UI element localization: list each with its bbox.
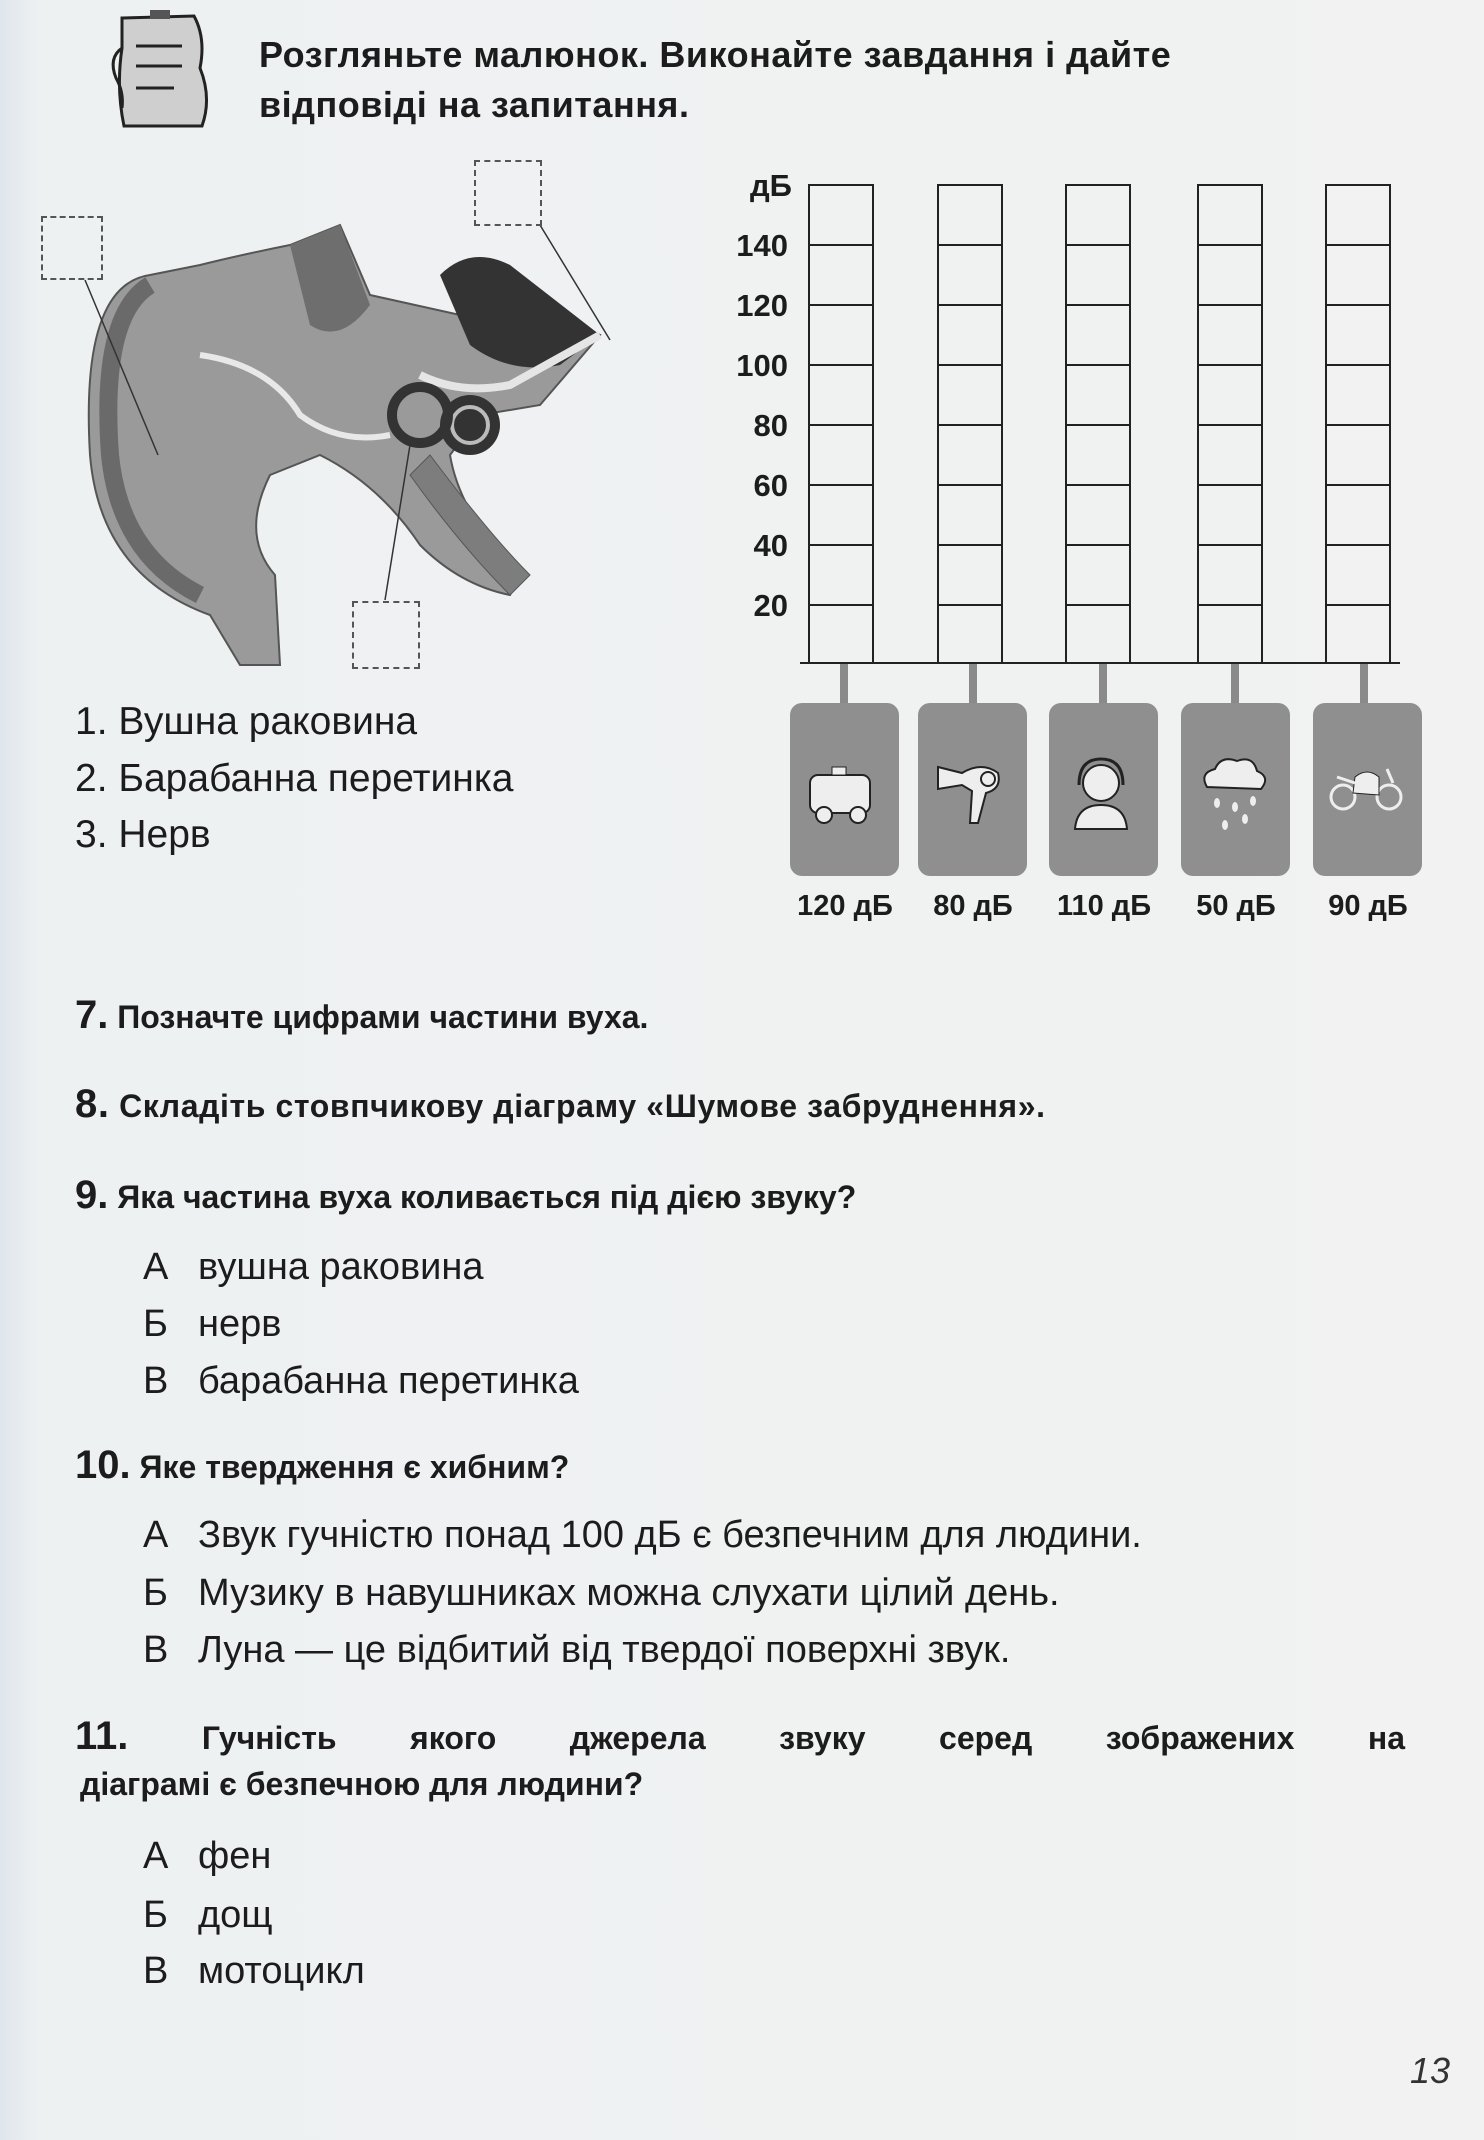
question-11-continued: діаграмі є безпечною для людини?: [80, 1766, 644, 1802]
question-10: [75, 1443, 569, 1488]
rain-cloud-icon: [1195, 753, 1275, 843]
question-9: [75, 1173, 856, 1218]
part-item-1: 1. Вушна раковина: [75, 700, 418, 743]
ear-label-box-3[interactable]: [352, 601, 420, 669]
source-value-label: 50 дБ: [1196, 890, 1276, 922]
option-letter: Б: [143, 1894, 168, 1936]
question-number: 9.: [75, 1173, 109, 1217]
hair-dryer-icon: [932, 753, 1012, 833]
source-value-label: 80 дБ: [933, 890, 1013, 922]
chart-column-motorcycle[interactable]: [1325, 184, 1391, 664]
connector-line: [1231, 664, 1239, 706]
option-letter: А: [143, 1835, 169, 1877]
source-card-ambulance: [790, 703, 899, 876]
source-card-motorcycle: [1313, 703, 1422, 876]
ear-anatomy-illustration: [40, 155, 640, 675]
chart-column-hair-dryer[interactable]: [937, 184, 1003, 664]
instruction-text: [259, 30, 1171, 130]
question-text: Складіть стовпчикову діаграму «Шумове забруднення».: [119, 1088, 1046, 1124]
option-text: Музику в навушниках можна слухати цілий день.: [198, 1572, 1060, 1614]
y-tick: 100: [736, 348, 788, 383]
question-number: 7.: [75, 993, 109, 1037]
answer-option[interactable]: [143, 1360, 579, 1403]
source-value-label: 120 дБ: [797, 890, 893, 922]
y-tick: 60: [753, 468, 788, 503]
connector-line: [1360, 664, 1368, 706]
answer-option[interactable]: [143, 1303, 281, 1346]
question-11: [75, 1714, 1405, 1759]
page-number: 13: [1410, 2050, 1451, 2091]
y-tick: 80: [753, 408, 788, 443]
option-letter: Б: [143, 1303, 168, 1345]
instruction-line-1: Розгляньте малюнок. Виконайте завдання і дайте: [259, 34, 1172, 75]
part-item-2: 2. Барабанна перетинка: [75, 757, 514, 800]
option-text: дощ: [198, 1894, 273, 1936]
answer-option[interactable]: [143, 1246, 484, 1289]
source-value-label: 110 дБ: [1056, 890, 1152, 922]
connector-line: [969, 664, 977, 706]
answer-option[interactable]: [143, 1514, 1142, 1557]
y-tick: 40: [753, 528, 788, 563]
answer-option[interactable]: [143, 1835, 271, 1878]
option-letter: А: [143, 1246, 169, 1288]
headphones-person-icon: [1063, 753, 1143, 833]
notepad-character-icon: [102, 8, 220, 132]
option-text: Звук гучністю понад 100 дБ є безпечним для людини.: [198, 1514, 1142, 1556]
chart-unit-label: дБ: [750, 168, 792, 203]
answer-option[interactable]: [143, 1894, 273, 1937]
y-tick: 120: [736, 288, 788, 323]
question-text: Позначте цифрами частини вуха.: [117, 999, 649, 1035]
question-number: 11.: [75, 1714, 129, 1758]
option-text: мотоцикл: [198, 1950, 365, 1992]
connector-line: [1099, 664, 1107, 706]
option-letter: В: [143, 1629, 169, 1671]
source-card-headphones: [1049, 703, 1158, 876]
chart-column-headphones[interactable]: [1065, 184, 1131, 664]
ear-label-box-1[interactable]: [41, 216, 103, 280]
option-text: нерв: [198, 1303, 282, 1345]
y-tick: 20: [753, 588, 788, 623]
y-tick: 140: [736, 228, 788, 263]
option-text: фен: [198, 1835, 272, 1877]
option-text: барабанна перетинка: [198, 1360, 579, 1402]
instruction-line-2: відповіді на запитання.: [259, 84, 690, 125]
source-value-label: 90 дБ: [1328, 890, 1408, 922]
option-text: Луна — це відбитий від твердої поверхні звук.: [198, 1629, 1011, 1671]
option-text: вушна раковина: [198, 1246, 484, 1288]
answer-option[interactable]: [143, 1572, 1060, 1615]
option-letter: Б: [143, 1572, 168, 1614]
option-letter: А: [143, 1514, 169, 1556]
part-item-3: 3. Нерв: [75, 813, 211, 856]
question-text: Яке твердження є хибним?: [139, 1449, 570, 1485]
option-letter: В: [143, 1360, 169, 1402]
chart-column-rain[interactable]: [1197, 184, 1263, 664]
question-text: Гучність якого джерела звуку серед зображених на: [201, 1720, 1406, 1756]
answer-option[interactable]: [143, 1950, 365, 1993]
ear-label-box-2[interactable]: [474, 160, 542, 226]
question-7: [75, 993, 648, 1038]
source-card-rain: [1181, 703, 1290, 876]
ambulance-icon: [804, 753, 884, 833]
option-letter: В: [143, 1950, 169, 1992]
answer-option[interactable]: [143, 1629, 1010, 1672]
source-card-hair-dryer: [918, 703, 1027, 876]
motorcycle-icon: [1327, 753, 1407, 833]
question-text: Яка частина вуха коливається під дією звуку?: [117, 1179, 857, 1215]
question-8: [75, 1082, 1046, 1127]
question-number: 8.: [75, 1082, 110, 1126]
question-number: 10.: [75, 1443, 131, 1487]
chart-column-ambulance[interactable]: [808, 184, 874, 664]
connector-line: [840, 664, 848, 706]
